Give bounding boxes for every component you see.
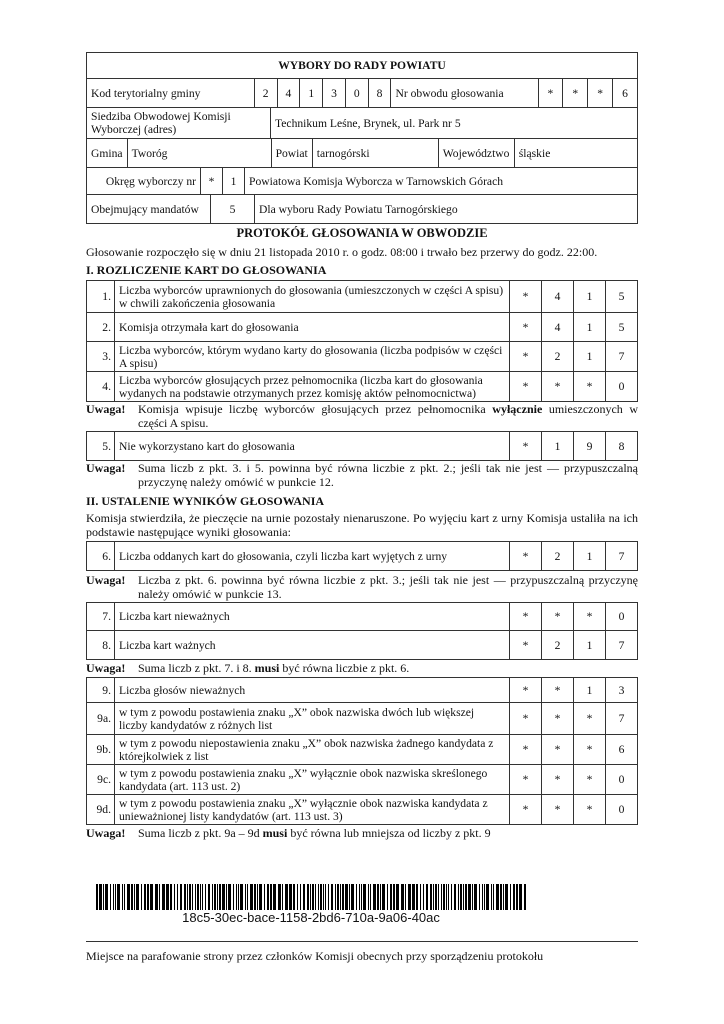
barcode-bar: [454, 884, 456, 910]
mandaty-desc: Dla wyboru Rady Powiatu Tarnogórskiego: [255, 195, 638, 224]
row-text: Liczba oddanych kart do głosowania, czyli liczba kart wyjętych z urny: [115, 542, 510, 571]
barcode-bar: [303, 884, 305, 910]
barcode: [96, 884, 526, 910]
barcode-bar: [510, 884, 511, 910]
barcode-bar: [430, 884, 432, 910]
barcode-bar: [297, 884, 298, 910]
table-row: [87, 342, 638, 372]
barcode-bar: [278, 884, 281, 910]
row-digit: 2: [542, 342, 574, 372]
barcode-bar: [195, 884, 196, 910]
row-number: 2.: [87, 313, 115, 342]
row-digit: 5: [606, 313, 638, 342]
barcode-bar: [122, 884, 123, 910]
okreg-digit: 1: [223, 168, 245, 195]
barcode-bar: [435, 884, 437, 910]
row-digit: 5: [606, 281, 638, 313]
uwaga-text: Suma liczb z pkt. 7. i 8. musi być równa liczbie z pkt. 6.: [138, 661, 410, 675]
barcode-bar: [337, 884, 339, 910]
barcode-bar: [423, 884, 424, 910]
nr-obwodu-label: Nr obwodu głosowania: [391, 79, 538, 108]
row-digit: *: [510, 313, 542, 342]
nr-obwodu-digit: 6: [613, 79, 638, 108]
barcode-bar: [134, 884, 135, 910]
barcode-bar: [505, 884, 508, 910]
row-digit: *: [510, 372, 542, 402]
barcode-bar: [192, 884, 193, 910]
barcode-bar: [493, 884, 494, 910]
barcode-bar: [503, 884, 504, 910]
barcode-bar: [127, 884, 130, 910]
row-digit: *: [510, 703, 542, 735]
table-row: [87, 313, 638, 342]
siedziba-value: Technikum Leśne, Brynek, ul. Park nr 5: [271, 108, 638, 139]
table-row: [87, 631, 638, 660]
row-digit: *: [510, 795, 542, 825]
barcode-bar: [144, 884, 146, 910]
barcode-bar: [110, 884, 111, 910]
barcode-bar: [516, 884, 518, 910]
barcode-bar: [205, 884, 206, 910]
barcode-bar: [217, 884, 218, 910]
row-digit: 6: [606, 735, 638, 765]
uwaga-label: Uwaga!: [86, 461, 126, 475]
uwaga-note: [86, 826, 638, 840]
row-number: 5.: [87, 432, 115, 461]
barcode-bar: [484, 884, 485, 910]
barcode-bar: [491, 884, 492, 910]
row-digit: *: [510, 603, 542, 631]
barcode-bar: [438, 884, 439, 910]
row-text: Liczba wyborców głosujących przez pełnomocnika (liczba kart do głosowania wydanych na podstawie otrzymanych przez komisję aktów pełnomocnictwa): [115, 372, 510, 402]
barcode-bar: [197, 884, 199, 910]
row-text: w tym z powodu postawienia znaku „X” obok nazwiska dwóch lub większej liczby kandydatów z różnych list: [115, 703, 510, 735]
mandaty-value: 5: [211, 195, 255, 224]
okreg-row: [86, 167, 638, 195]
barcode-bar: [282, 884, 283, 910]
barcode-bar: [307, 884, 309, 910]
mandaty-row: [86, 194, 638, 224]
barcode-bar: [267, 884, 269, 910]
row-digit: 1: [542, 432, 574, 461]
row-digit: *: [510, 631, 542, 660]
barcode-bar: [96, 884, 98, 910]
barcode-bar: [208, 884, 210, 910]
barcode-bar: [236, 884, 237, 910]
barcode-bar: [420, 884, 421, 910]
gmina-row: [86, 138, 638, 168]
barcode-bar: [446, 884, 447, 910]
row-number: 7.: [87, 603, 115, 631]
barcode-bar: [177, 884, 178, 910]
uwaga-text: Komisja wpisuje liczbę wyborców głosujących przez pełnomocnika wyłącznie umieszczonych w części A spisu.: [138, 402, 638, 430]
barcode-bar: [124, 884, 125, 910]
barcode-bar: [293, 884, 295, 910]
table-row: [87, 678, 638, 703]
barcode-bar: [468, 884, 471, 910]
barcode-bar: [443, 884, 445, 910]
row-digit: *: [542, 372, 574, 402]
uwaga-note: [86, 461, 638, 489]
row-digit: *: [510, 678, 542, 703]
uwaga-label: Uwaga!: [86, 826, 126, 840]
row-digit: *: [542, 735, 574, 765]
barcode-bar: [448, 884, 449, 910]
barcode-bar: [363, 884, 366, 910]
row-digit: *: [510, 432, 542, 461]
row-digit: 1: [574, 281, 606, 313]
row-digit: 2: [542, 542, 574, 571]
barcode-bar: [257, 884, 258, 910]
row-digit: 0: [606, 765, 638, 795]
row-number: 9.: [87, 678, 115, 703]
barcode-bar: [460, 884, 462, 910]
barcode-bar: [187, 884, 188, 910]
wojewodztwo-value: śląskie: [514, 139, 637, 168]
protocol-intro: Głosowanie rozpoczęło się w dniu 21 listopada 2010 r. o godz. 08:00 i trwało bez przerwy do godz. 22:00.: [86, 245, 598, 259]
row-digit: 8: [606, 432, 638, 461]
row-number: 9a.: [87, 703, 115, 735]
row-digit: 0: [606, 603, 638, 631]
barcode-bar: [342, 884, 344, 910]
barcode-bar: [370, 884, 371, 910]
barcode-bar: [351, 884, 354, 910]
barcode-bar: [373, 884, 376, 910]
powiat-label: Powiat: [271, 139, 312, 168]
table-row: [87, 765, 638, 795]
barcode-bar: [285, 884, 288, 910]
kod-digit: 8: [368, 79, 391, 108]
row-digit: *: [510, 542, 542, 571]
row-digit: 7: [606, 703, 638, 735]
wojewodztwo-label: Województwo: [438, 139, 514, 168]
barcode-bar: [240, 884, 243, 910]
barcode-bar: [214, 884, 216, 910]
barcode-bar: [189, 884, 191, 910]
barcode-bar: [103, 884, 104, 910]
row-digit: *: [542, 603, 574, 631]
powiat-value: tarnogórski: [312, 139, 438, 168]
barcode-bar: [247, 884, 248, 910]
section1-table: [86, 280, 638, 402]
section2-title: II. USTALENIE WYNIKÓW GŁOSOWANIA: [86, 494, 325, 508]
section2-rows78: [86, 602, 638, 660]
barcode-bar: [368, 884, 369, 910]
row-text: w tym z powodu postawienia znaku „X” wyłącznie obok nazwiska kandydata z unieważnionej listy kandydatów (art. 113 ust. 3): [115, 795, 510, 825]
row-digit: *: [574, 735, 606, 765]
barcode-bar: [380, 884, 381, 910]
table-row: [87, 542, 638, 571]
row-text: Liczba wyborców uprawnionych do głosowania (umieszczonych w części A spisu) w chwili zakończenia głosowania: [115, 281, 510, 313]
row-digit: 7: [606, 631, 638, 660]
okreg-value: Powiatowa Komisja Wyborcza w Tarnowskich Górach: [245, 168, 638, 195]
kod-digit: 1: [300, 79, 323, 108]
nr-obwodu-digit: *: [538, 79, 563, 108]
row-text: Liczba wyborców, którym wydano karty do głosowania (liczba podpisów w części A spisu): [115, 342, 510, 372]
table-row: [87, 281, 638, 313]
row-number: 4.: [87, 372, 115, 402]
barcode-bar: [250, 884, 253, 910]
row-number: 8.: [87, 631, 115, 660]
barcode-bar: [474, 884, 477, 910]
barcode-bar: [500, 884, 502, 910]
barcode-bar: [318, 884, 319, 910]
barcode-bar: [159, 884, 160, 910]
kod-digit: 3: [323, 79, 346, 108]
barcode-bar: [401, 884, 404, 910]
kod-digit: 4: [277, 79, 300, 108]
okreg-label: Okręg wyborczy nr: [87, 168, 201, 195]
row-text: Komisja otrzymała kart do głosowania: [115, 313, 510, 342]
barcode-bar: [136, 884, 139, 910]
barcode-bar: [382, 884, 385, 910]
barcode-bar: [412, 884, 415, 910]
barcode-bar: [458, 884, 459, 910]
barcode-bar: [180, 884, 182, 910]
table-row: [87, 603, 638, 631]
barcode-bar: [482, 884, 483, 910]
uwaga-label: Uwaga!: [86, 573, 126, 587]
row-digit: *: [510, 281, 542, 313]
barcode-bar: [486, 884, 489, 910]
kod-digit: 0: [345, 79, 368, 108]
row-text: Liczba kart ważnych: [115, 631, 510, 660]
barcode-bar: [315, 884, 316, 910]
row-digit: *: [542, 703, 574, 735]
barcode-bar: [254, 884, 256, 910]
barcode-bar: [513, 884, 515, 910]
row-digit: *: [510, 342, 542, 372]
row-digit: 0: [606, 795, 638, 825]
barcode-bar: [359, 884, 360, 910]
barcode-bar: [524, 884, 526, 910]
kod-row: [86, 78, 638, 108]
barcode-bar: [289, 884, 292, 910]
barcode-bar: [170, 884, 172, 910]
barcode-bar: [273, 884, 276, 910]
barcode-bar: [155, 884, 158, 910]
barcode-bar: [519, 884, 522, 910]
siedziba-row: [86, 107, 638, 139]
barcode-bar: [408, 884, 411, 910]
row-digit: 1: [574, 678, 606, 703]
row-digit: 9: [574, 432, 606, 461]
row-digit: 0: [606, 372, 638, 402]
row-digit: 4: [542, 281, 574, 313]
row-text: Liczba kart nieważnych: [115, 603, 510, 631]
barcode-bar: [390, 884, 392, 910]
row-digit: 3: [606, 678, 638, 703]
kod-digit: 2: [254, 79, 277, 108]
barcode-bar: [479, 884, 480, 910]
barcode-bar: [117, 884, 120, 910]
barcode-bar: [131, 884, 133, 910]
barcode-bar: [345, 884, 348, 910]
barcode-bar: [433, 884, 434, 910]
barcode-bar: [323, 884, 324, 910]
row-digit: 1: [574, 631, 606, 660]
row-digit: 1: [574, 342, 606, 372]
uwaga-label: Uwaga!: [86, 661, 126, 675]
barcode-bar: [472, 884, 473, 910]
row-digit: *: [510, 735, 542, 765]
protocol-title: PROTOKÓŁ GŁOSOWANIA W OBWODZIE: [236, 226, 488, 240]
row-text: w tym z powodu niepostawienia znaku „X” obok nazwiska żadnego kandydata z którejkolwiek z list: [115, 735, 510, 765]
barcode-bar: [300, 884, 301, 910]
barcode-bar: [115, 884, 116, 910]
barcode-bar: [451, 884, 452, 910]
barcode-bar: [416, 884, 418, 910]
row-digit: 7: [606, 542, 638, 571]
election-title: WYBORY DO RADY POWIATU: [87, 53, 638, 79]
mandaty-label: Obejmujący mandatów: [87, 195, 211, 224]
barcode-bar: [162, 884, 165, 910]
table-row: [87, 372, 638, 402]
nr-obwodu-digit: *: [563, 79, 588, 108]
barcode-bar: [331, 884, 333, 910]
row-text: w tym z powodu postawienia znaku „X” wyłącznie obok nazwiska skreślonego kandydata (art. 113 ust. 2): [115, 765, 510, 795]
row-digit: *: [542, 795, 574, 825]
barcode-bar: [393, 884, 395, 910]
barcode-bar: [212, 884, 213, 910]
barcode-bar: [226, 884, 227, 910]
footer-divider: [86, 941, 638, 942]
barcode-bar: [465, 884, 467, 910]
gmina-label: Gmina: [87, 139, 128, 168]
uwaga-label: Uwaga!: [86, 402, 126, 416]
uwaga-note: [86, 661, 638, 675]
barcode-bar: [264, 884, 265, 910]
barcode-bar: [325, 884, 326, 910]
section2-intro: Komisja stwierdziła, że pieczęcie na urnie pozostały nienaruszone. Po wyjęciu kart z urny Komisja ustaliła na ich podstawie następujące wyniki głosowania:: [86, 511, 638, 539]
barcode-bar: [113, 884, 114, 910]
row-digit: *: [574, 795, 606, 825]
barcode-bar: [310, 884, 311, 910]
barcode-bar: [141, 884, 142, 910]
section2-rows9: [86, 677, 638, 825]
barcode-bar: [426, 884, 428, 910]
row-text: Liczba głosów nieważnych: [115, 678, 510, 703]
header-table: [86, 52, 638, 79]
barcode-bar: [105, 884, 108, 910]
row-digit: *: [542, 678, 574, 703]
row-digit: *: [574, 372, 606, 402]
row-digit: 2: [542, 631, 574, 660]
barcode-bar: [184, 884, 186, 910]
row-number: 3.: [87, 342, 115, 372]
barcode-bar: [387, 884, 388, 910]
nr-obwodu-digit: *: [588, 79, 613, 108]
uwaga-note: [86, 573, 638, 601]
barcode-bar: [222, 884, 225, 910]
section1-row5: [86, 431, 638, 461]
barcode-bar: [463, 884, 464, 910]
row-number: 6.: [87, 542, 115, 571]
row-number: 9d.: [87, 795, 115, 825]
barcode-bar: [377, 884, 379, 910]
table-row: [87, 432, 638, 461]
barcode-bar: [328, 884, 329, 910]
barcode-bar: [228, 884, 231, 910]
barcode-bar: [147, 884, 149, 910]
barcode-bar: [99, 884, 102, 910]
barcode-bar: [238, 884, 239, 910]
row-digit: *: [510, 765, 542, 795]
kod-label: Kod terytorialny gminy: [87, 79, 255, 108]
barcode-bar: [405, 884, 406, 910]
row-digit: *: [574, 703, 606, 735]
barcode-bar: [356, 884, 357, 910]
uwaga-note: [86, 402, 638, 430]
section1-title: I. ROZLICZENIE KART DO GŁOSOWANIA: [86, 263, 327, 277]
barcode-text: 18c5-30ec-bace-1158-2bd6-710a-9a06-40ac: [182, 910, 440, 925]
barcode-bar: [219, 884, 221, 910]
gmina-value: Tworóg: [127, 139, 271, 168]
row-text: Nie wykorzystano kart do głosowania: [115, 432, 510, 461]
barcode-bar: [150, 884, 153, 910]
barcode-bar: [340, 884, 341, 910]
barcode-bar: [349, 884, 350, 910]
row-digit: *: [574, 603, 606, 631]
barcode-bar: [245, 884, 246, 910]
barcode-bar: [233, 884, 234, 910]
table-row: [87, 795, 638, 825]
uwaga-text: Suma liczb z pkt. 3. i 5. powinna być równa liczbie z pkt. 2.; jeśli tak nie jest — przypuszczalną przyczynę należy omówić w punkcie 12.: [138, 461, 638, 489]
okreg-digit: *: [201, 168, 223, 195]
table-row: [87, 703, 638, 735]
barcode-bar: [320, 884, 322, 910]
barcode-bar: [441, 884, 442, 910]
barcode-bar: [270, 884, 272, 910]
barcode-bar: [335, 884, 336, 910]
row-digit: 1: [574, 542, 606, 571]
barcode-bar: [174, 884, 175, 910]
barcode-bar: [361, 884, 362, 910]
barcode-bar: [312, 884, 314, 910]
row-number: 1.: [87, 281, 115, 313]
row-digit: 7: [606, 342, 638, 372]
barcode-bar: [166, 884, 169, 910]
row-number: 9b.: [87, 735, 115, 765]
row-number: 9c.: [87, 765, 115, 795]
barcode-bar: [496, 884, 499, 910]
row-digit: *: [542, 765, 574, 795]
section2-row6: [86, 541, 638, 571]
uwaga-text: Suma liczb z pkt. 9a – 9d musi być równa lub mniejsza od liczby z pkt. 9: [138, 826, 491, 840]
uwaga-text: Liczba z pkt. 6. powinna być równa liczbie z pkt. 3.; jeśli tak nie jest — przypuszczalną przyczynę należy omówić w punkcie 13.: [138, 573, 638, 601]
barcode-bar: [396, 884, 399, 910]
barcode-bar: [202, 884, 203, 910]
barcode-bar: [259, 884, 262, 910]
row-digit: 4: [542, 313, 574, 342]
row-digit: 1: [574, 313, 606, 342]
table-row: [87, 735, 638, 765]
siedziba-label: Siedziba Obwodowej Komisji Wyborczej (adres): [87, 108, 271, 139]
barcode-bar: [200, 884, 201, 910]
row-digit: *: [574, 765, 606, 795]
parafowanie-label: Miejsce na parafowanie strony przez członków Komisji obecnych przy sporządzeniu protokołu: [86, 949, 544, 963]
